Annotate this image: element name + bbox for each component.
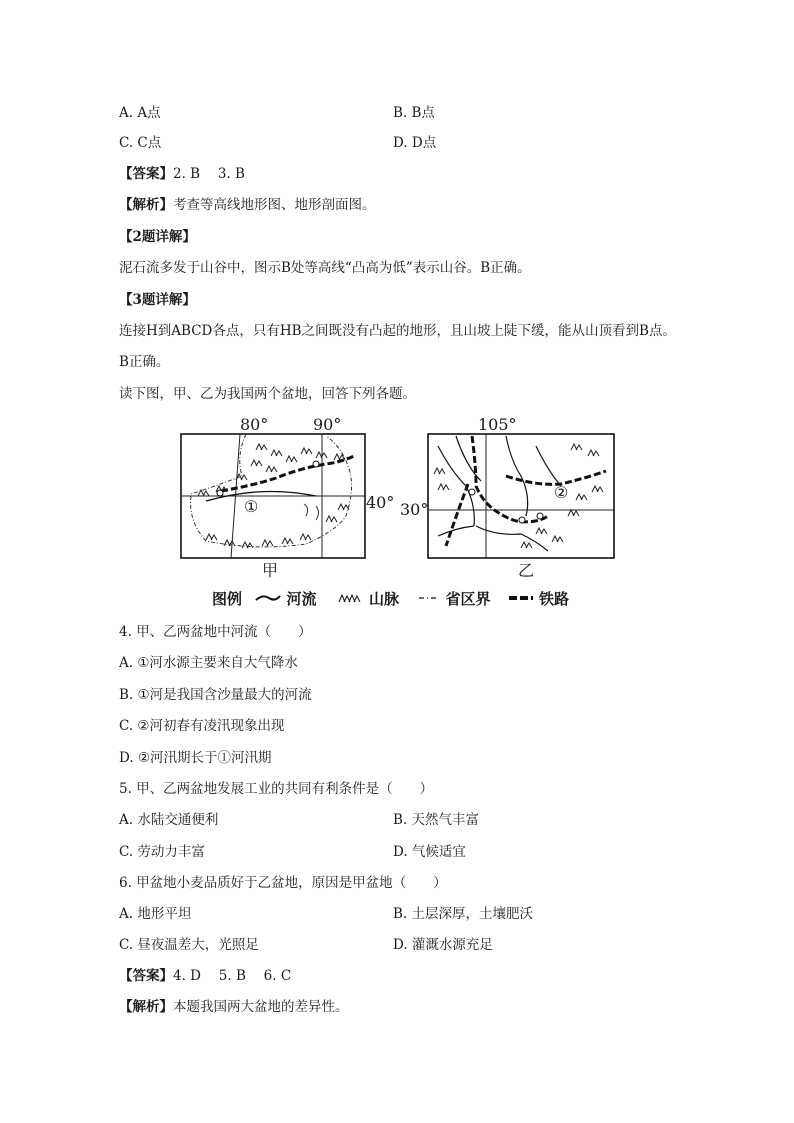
answer-line-2	[119, 967, 291, 985]
q5-option-b: B. 天然气丰富	[393, 812, 480, 828]
left-label-40: 40°	[366, 493, 395, 512]
option-d: D. D点	[393, 135, 437, 151]
basin-maps-svg	[176, 416, 620, 612]
left-province-border	[191, 434, 352, 547]
answer-text: 2. B 3. B	[173, 166, 245, 182]
analysis-tag: 【解析】	[119, 999, 173, 1015]
right-city-marker	[469, 489, 475, 495]
right-rivers	[438, 436, 561, 551]
intro-text: 读下图，甲、乙为我国两个盆地，回答下列各题。	[119, 386, 416, 402]
right-label-105: 105°	[478, 415, 517, 434]
q4-stem: 4. 甲、乙两盆地中河流（ ）	[119, 624, 312, 640]
legend-title: 图例	[212, 589, 243, 608]
legend-rail: 铁路	[538, 589, 569, 608]
right-city-marker	[519, 517, 525, 523]
mountain-legend-icon	[338, 589, 364, 609]
left-caption: 甲	[262, 561, 279, 580]
analysis-text: 本题我国两大盆地的差异性。	[173, 999, 349, 1015]
option-c: C. C点	[119, 135, 162, 151]
detail-3-text-2: B正确。	[119, 354, 170, 370]
analysis-line-2	[119, 998, 349, 1016]
right-circle-2: ②	[554, 483, 569, 502]
q4-option-b: B. ①河是我国含沙量最大的河流	[119, 687, 312, 703]
q4-option-d: D. ②河汛期长于①河汛期	[119, 750, 272, 766]
right-river-branch	[438, 526, 474, 536]
q6-stem: 6. 甲盆地小麦品质好于乙盆地，原因是甲盆地（ ）	[119, 875, 447, 891]
answer-line-1	[119, 165, 245, 183]
right-mountains	[434, 444, 603, 548]
analysis-tag: 【解析】	[119, 197, 173, 213]
border-legend-icon	[418, 589, 440, 609]
q6-option-b: B. 土层深厚，土壤肥沃	[393, 906, 534, 922]
q5-option-d: D. 气候适宜	[393, 844, 466, 860]
right-label-30: 30°	[400, 500, 429, 519]
left-railway	[221, 456, 354, 491]
left-city-marker	[217, 490, 223, 496]
map-legend	[212, 588, 569, 609]
right-caption: 乙	[518, 561, 535, 580]
detail-3-tag: 【3题详解】	[119, 292, 196, 308]
left-mountains-south	[206, 504, 349, 548]
right-map	[428, 434, 614, 558]
river-legend-icon	[255, 589, 281, 609]
railway-legend-icon	[508, 589, 534, 609]
q5-stem: 5. 甲、乙两盆地发展工业的共同有利条件是（ ）	[119, 781, 434, 797]
q6-option-c: C. 昼夜温差大，光照足	[119, 937, 259, 953]
legend-river: 河流	[286, 589, 317, 608]
q6-option-d: D. 灌溉水源充足	[393, 937, 493, 953]
left-label-90: 90°	[313, 415, 342, 434]
detail-2-tag: 【2题详解】	[119, 229, 196, 245]
left-map	[181, 434, 365, 558]
detail-3-text-1: 连接H到ABCD各点，只有HB之间既没有凸起的地形，且山坡上陡下缓，能从山顶看到B点。	[119, 323, 676, 339]
answer-text: 4. D 5. B 6. C	[173, 968, 292, 984]
answer-tag: 【答案】	[119, 166, 173, 182]
analysis-text: 考查等高线地形图、地形剖面图。	[173, 197, 376, 213]
legend-mountain: 山脉	[368, 589, 399, 608]
analysis-line-1	[119, 196, 376, 214]
left-circle-1: ①	[244, 497, 259, 516]
q5-option-a: A. 水陆交通便利	[119, 812, 219, 828]
left-mountains-north	[198, 444, 345, 496]
detail-2-text: 泥石流多发于山谷中，图示B处等高线“凸高为低”表示山谷。B正确。	[119, 260, 531, 276]
q4-option-a: A. ①河水源主要来自大气降水	[119, 655, 298, 671]
q6-option-a: A. 地形平坦	[119, 906, 192, 922]
option-b: B. B点	[393, 105, 435, 121]
right-map-frame	[428, 434, 614, 558]
answer-tag: 【答案】	[119, 968, 173, 984]
q4-option-c: C. ②河初春有凌汛现象出现	[119, 718, 285, 734]
left-river-branch	[304, 504, 319, 520]
q5-option-c: C. 劳动力丰富	[119, 844, 205, 860]
right-city-marker	[537, 513, 543, 519]
legend-border: 省区界	[445, 589, 491, 608]
option-a: A. A点	[119, 105, 161, 121]
left-label-80: 80°	[240, 415, 269, 434]
left-city-marker	[313, 461, 319, 467]
basin-map-figure	[176, 416, 620, 612]
